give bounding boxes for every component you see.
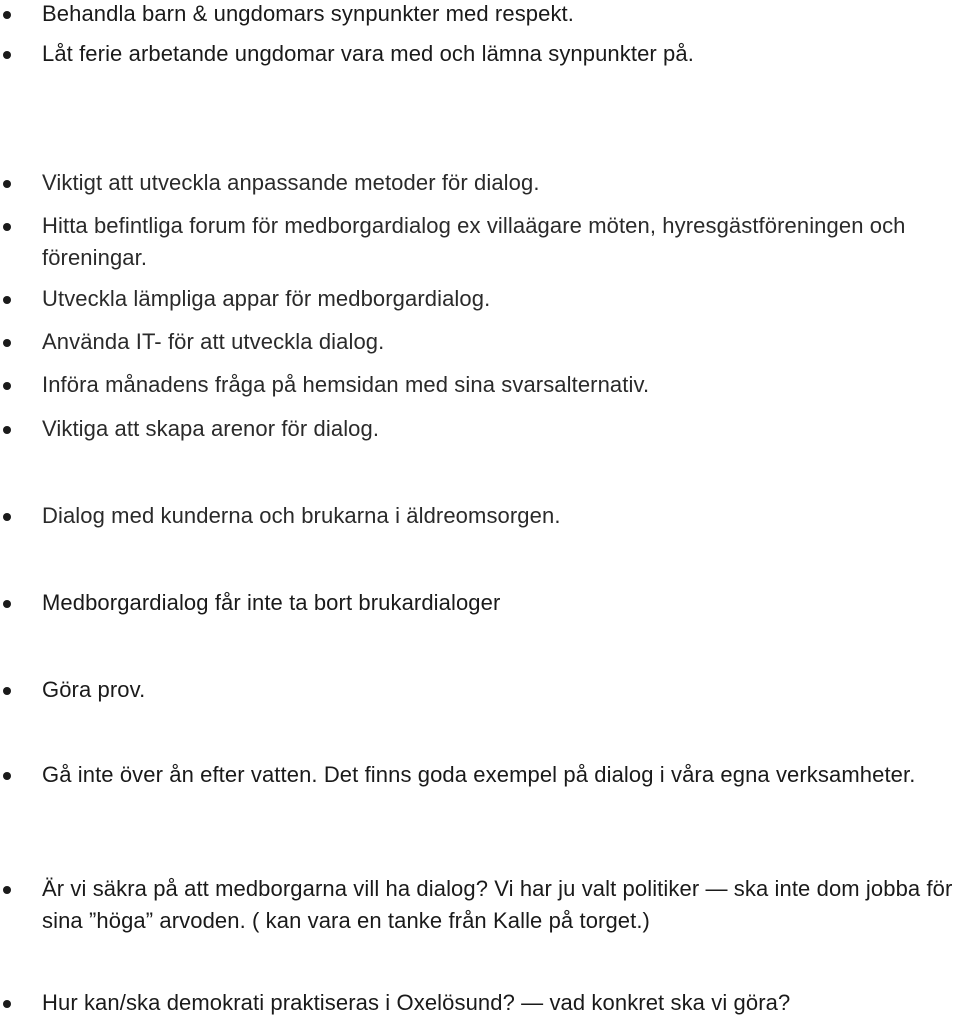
list-item-text: Införa månadens fråga på hemsidan med sina svarsalternativ. (42, 372, 650, 397)
bullet-icon (3, 223, 11, 231)
bullet-icon (3, 180, 11, 188)
bullet-icon (3, 382, 11, 390)
list-item-text: Dialog med kunderna och brukarna i äldreomsorgen. (42, 503, 561, 528)
list-item-text: Viktiga att skapa arenor för dialog. (42, 416, 380, 441)
bullet-icon (3, 296, 11, 304)
bullet-icon (3, 1000, 11, 1008)
bullet-icon (3, 687, 11, 695)
list-item-text: Gå inte över ån efter vatten. Det finns goda exempel på dialog i våra egna verksamheter. (42, 762, 916, 787)
list-item-text: Låt ferie arbetande ungdomar vara med och lämna synpunkter på. (42, 41, 694, 66)
bullet-icon (3, 513, 11, 521)
list-item-text: Behandla barn & ungdomars synpunkter med respekt. (42, 1, 574, 26)
list-item-text: Medborgardialog får inte ta bort brukardialoger (42, 590, 501, 615)
bullet-icon (3, 600, 11, 608)
list-item-text: Är vi säkra på att medborgarna vill ha dialog? Vi har ju valt politiker — ska inte dom jobba för sina ”höga” arvoden. ( kan vara en tanke från Kalle på torget.) (42, 876, 953, 933)
bullet-icon (3, 11, 11, 19)
bullet-icon (3, 339, 11, 347)
list-item-text: Använda IT- för att utveckla dialog. (42, 329, 385, 354)
list-item-text: Hitta befintliga forum för medborgardialog ex villaägare möten, hyresgästföreningen och föreningar. (42, 213, 906, 270)
bullet-icon (3, 886, 11, 894)
list-item-text: Göra prov. (42, 677, 146, 702)
bullet-icon (3, 426, 11, 434)
list-item-text: Hur kan/ska demokrati praktiseras i Oxelösund? — vad konkret ska vi göra? (42, 990, 791, 1015)
list-item-text: Viktigt att utveckla anpassande metoder för dialog. (42, 170, 540, 195)
bullet-icon (3, 51, 11, 59)
bullet-icon (3, 772, 11, 780)
list-item-text: Utveckla lämpliga appar för medborgardialog. (42, 286, 491, 311)
